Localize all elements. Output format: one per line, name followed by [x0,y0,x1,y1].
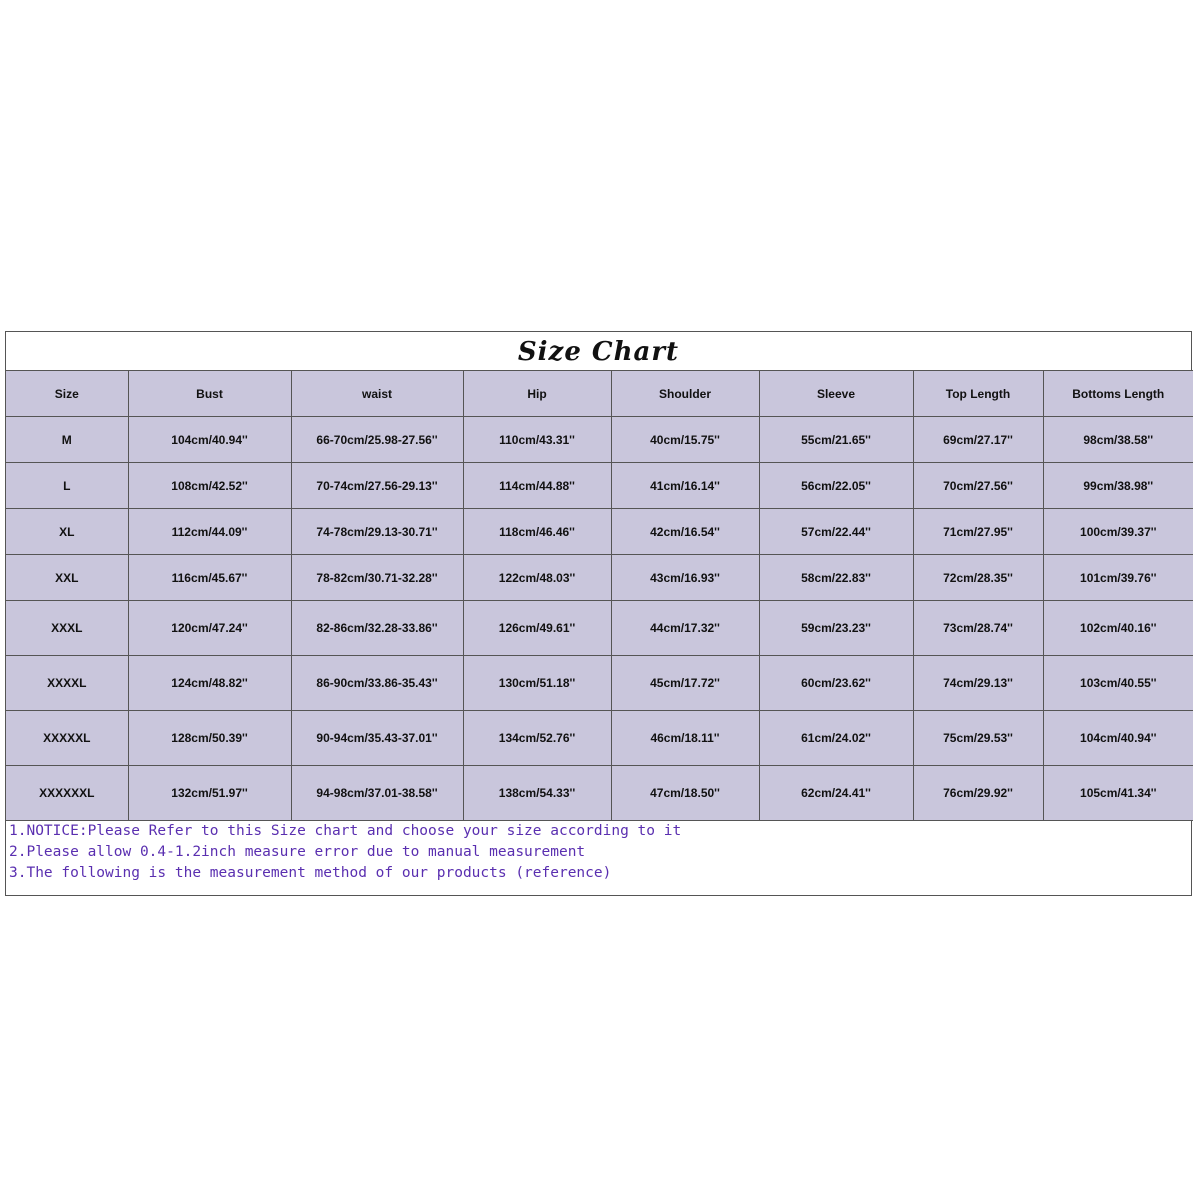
note-line: 3.The following is the measurement method of our products (reference) [9,865,612,881]
size-chart [5,331,1192,896]
note-line: 2.Please allow 0.4-1.2inch measure error due to manual measurement [9,844,586,860]
column-header: Size [6,371,128,417]
bottoms-length-cell: 104cm/40.94'' [1043,711,1193,766]
size-cell: XL [6,509,128,555]
notes-block [9,821,1189,884]
table-row [6,509,1193,555]
shoulder-cell: 47cm/18.50'' [611,766,759,821]
size-cell: XXXXXL [6,711,128,766]
bottoms-length-cell: 100cm/39.37'' [1043,509,1193,555]
bottoms-length-cell: 102cm/40.16'' [1043,601,1193,656]
column-header: waist [291,371,463,417]
size-cell: XXXL [6,601,128,656]
bottoms-length-cell: 98cm/38.58'' [1043,417,1193,463]
sleeve-cell: 61cm/24.02'' [759,711,913,766]
sleeve-cell: 57cm/22.44'' [759,509,913,555]
size-cell: XXL [6,555,128,601]
note-line: 1.NOTICE:Please Refer to this Size chart and choose your size according to it [9,823,682,839]
sleeve-cell: 55cm/21.65'' [759,417,913,463]
top-length-cell: 70cm/27.56'' [913,463,1043,509]
waist-cell: 74-78cm/29.13-30.71'' [291,509,463,555]
column-header: Shoulder [611,371,759,417]
column-header: Sleeve [759,371,913,417]
waist-cell: 70-74cm/27.56-29.13'' [291,463,463,509]
header-row [6,371,1193,417]
sleeve-cell: 56cm/22.05'' [759,463,913,509]
hip-cell: 138cm/54.33'' [463,766,611,821]
size-table [6,370,1193,821]
top-length-cell: 76cm/29.92'' [913,766,1043,821]
waist-cell: 82-86cm/32.28-33.86'' [291,601,463,656]
shoulder-cell: 41cm/16.14'' [611,463,759,509]
column-header: Bust [128,371,291,417]
column-header: Hip [463,371,611,417]
shoulder-cell: 46cm/18.11'' [611,711,759,766]
bust-cell: 120cm/47.24'' [128,601,291,656]
hip-cell: 118cm/46.46'' [463,509,611,555]
column-header: Top Length [913,371,1043,417]
bottoms-length-cell: 103cm/40.55'' [1043,656,1193,711]
sleeve-cell: 62cm/24.41'' [759,766,913,821]
table-row [6,656,1193,711]
table-row [6,417,1193,463]
waist-cell: 94-98cm/37.01-38.58'' [291,766,463,821]
sleeve-cell: 60cm/23.62'' [759,656,913,711]
column-header: Bottoms Length [1043,371,1193,417]
table-row [6,601,1193,656]
waist-cell: 90-94cm/35.43-37.01'' [291,711,463,766]
size-cell: XXXXL [6,656,128,711]
bust-cell: 116cm/45.67'' [128,555,291,601]
sleeve-cell: 58cm/22.83'' [759,555,913,601]
hip-cell: 126cm/49.61'' [463,601,611,656]
sleeve-cell: 59cm/23.23'' [759,601,913,656]
shoulder-cell: 42cm/16.54'' [611,509,759,555]
top-length-cell: 73cm/28.74'' [913,601,1043,656]
waist-cell: 66-70cm/25.98-27.56'' [291,417,463,463]
top-length-cell: 69cm/27.17'' [913,417,1043,463]
hip-cell: 134cm/52.76'' [463,711,611,766]
bust-cell: 124cm/48.82'' [128,656,291,711]
shoulder-cell: 45cm/17.72'' [611,656,759,711]
size-cell: L [6,463,128,509]
top-length-cell: 74cm/29.13'' [913,656,1043,711]
table-row [6,555,1193,601]
shoulder-cell: 43cm/16.93'' [611,555,759,601]
shoulder-cell: 44cm/17.32'' [611,601,759,656]
bust-cell: 104cm/40.94'' [128,417,291,463]
waist-cell: 78-82cm/30.71-32.28'' [291,555,463,601]
size-cell: XXXXXXL [6,766,128,821]
bottoms-length-cell: 101cm/39.76'' [1043,555,1193,601]
top-length-cell: 72cm/28.35'' [913,555,1043,601]
table-row [6,711,1193,766]
bust-cell: 112cm/44.09'' [128,509,291,555]
top-length-cell: 75cm/29.53'' [913,711,1043,766]
bottoms-length-cell: 99cm/38.98'' [1043,463,1193,509]
hip-cell: 110cm/43.31'' [463,417,611,463]
bust-cell: 108cm/42.52'' [128,463,291,509]
chart-title: Size Chart [517,337,680,367]
waist-cell: 86-90cm/33.86-35.43'' [291,656,463,711]
size-cell: M [6,417,128,463]
hip-cell: 130cm/51.18'' [463,656,611,711]
bust-cell: 132cm/51.97'' [128,766,291,821]
bust-cell: 128cm/50.39'' [128,711,291,766]
table-row [6,766,1193,821]
hip-cell: 122cm/48.03'' [463,555,611,601]
hip-cell: 114cm/44.88'' [463,463,611,509]
shoulder-cell: 40cm/15.75'' [611,417,759,463]
top-length-cell: 71cm/27.95'' [913,509,1043,555]
bottoms-length-cell: 105cm/41.34'' [1043,766,1193,821]
table-row [6,463,1193,509]
